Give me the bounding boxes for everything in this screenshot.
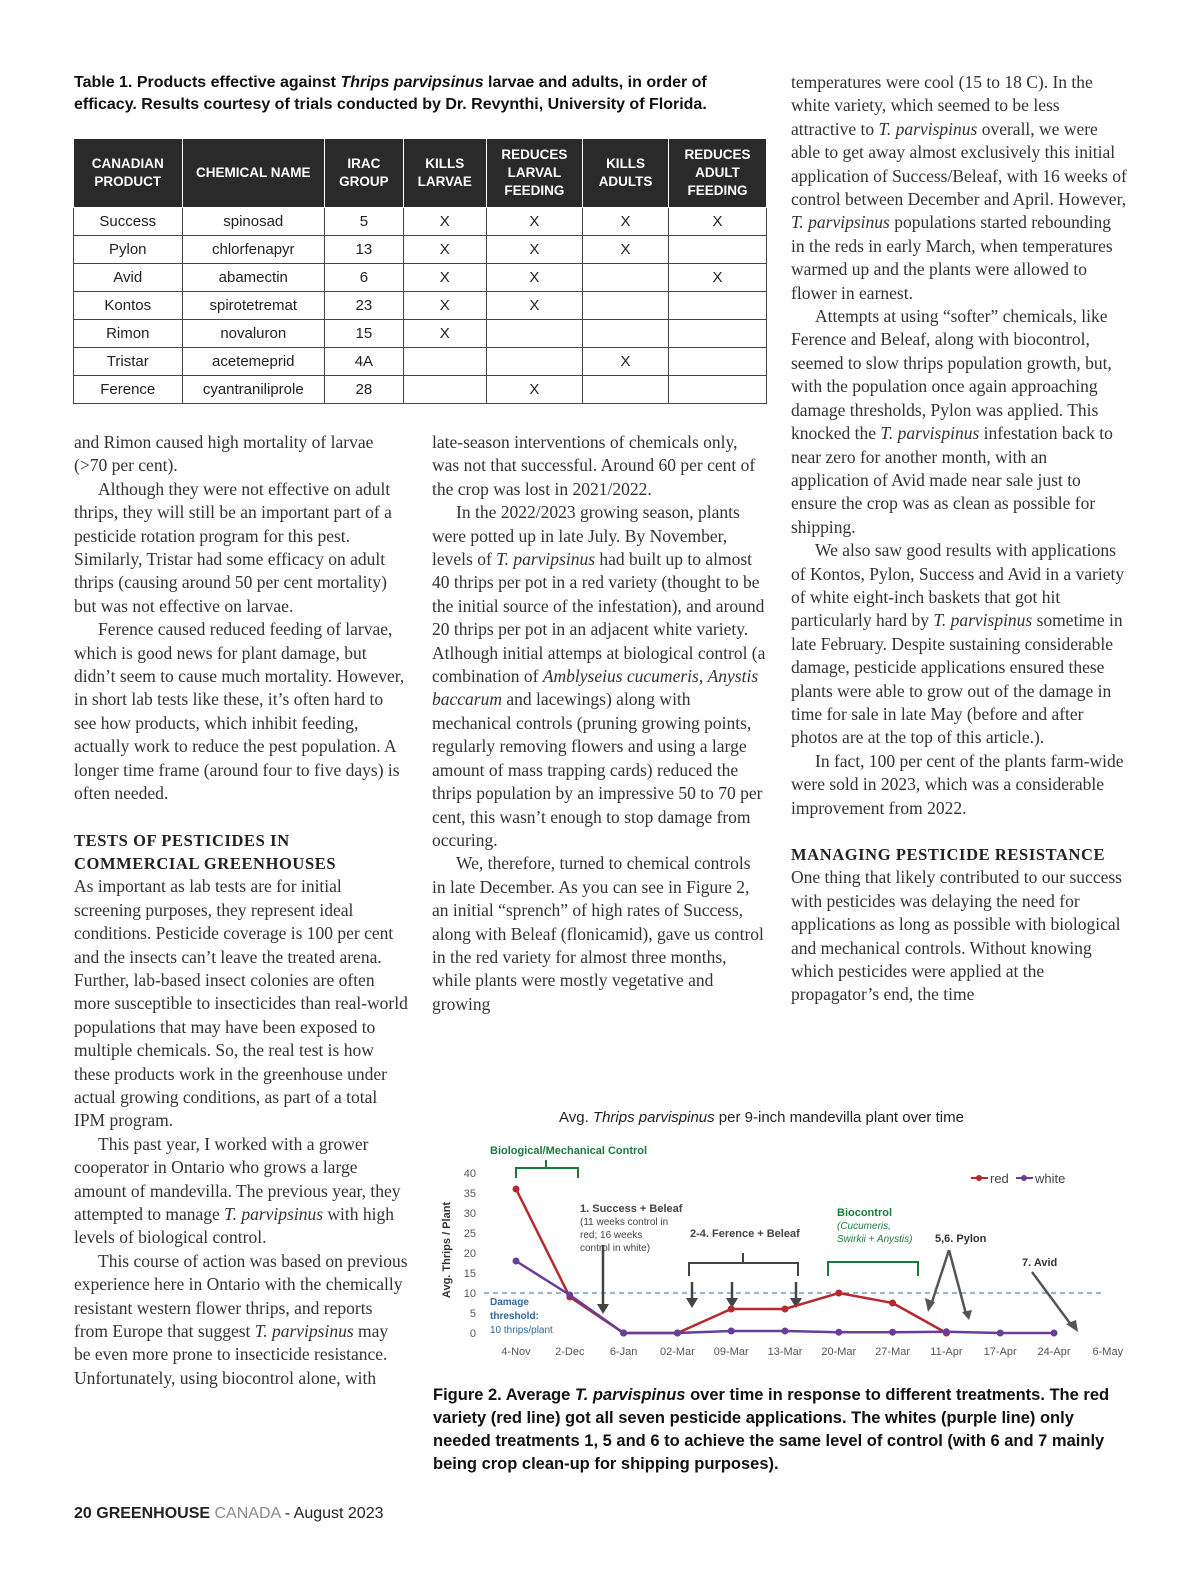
data-point-red	[835, 1290, 842, 1297]
data-point-red	[513, 1186, 520, 1193]
x-tick-label: 09-Mar	[713, 1346, 749, 1358]
paragraph: and Rimon caused high mortality of larvae (>70 per cent).	[74, 432, 374, 476]
y-tick-label: 30	[463, 1208, 476, 1220]
avid-arrow	[1032, 1272, 1072, 1326]
table-cell: X	[486, 376, 582, 404]
y-tick-label: 5	[469, 1308, 476, 1320]
table-cell: cyantraniliprole	[182, 376, 325, 404]
data-point-white	[1051, 1330, 1058, 1337]
x-tick-label: 02-Mar	[659, 1346, 695, 1358]
col-header: REDUCES LARVAL FEEDING	[486, 139, 582, 208]
page-footer	[74, 1505, 384, 1523]
table-row	[74, 208, 767, 236]
table-cell: 4A	[325, 348, 404, 376]
table-caption: Table 1. Products effective against Thrips parvipsinus larvae and adults, in order of efficacy. Results courtesy of trials conducted by Dr. Revynthi, University of Florida.	[74, 74, 707, 113]
table-row	[74, 236, 767, 264]
table-cell: Tristar	[74, 348, 183, 376]
table-cell: X	[583, 208, 669, 236]
table-cell	[403, 348, 486, 376]
data-point-red	[728, 1306, 735, 1313]
table-cell	[583, 292, 669, 320]
table-cell: X	[583, 348, 669, 376]
thrips-line-chart	[432, 1100, 1132, 1370]
x-tick-label: 27-Mar	[875, 1346, 911, 1358]
x-tick-label: 24-Apr	[1037, 1346, 1071, 1358]
table-cell	[669, 376, 767, 404]
series-line-white	[516, 1261, 1054, 1333]
table-cell	[583, 376, 669, 404]
col-header: CANADIAN PRODUCT	[74, 139, 183, 208]
annotation-pylon: 5,6. Pylon	[935, 1233, 987, 1245]
paragraph: We also saw good results with applications of Kontos, Pylon, Success and Avid in a variety of white eight-inch baskets that got hit particularly hard by T. parvispinus sometime in late February. Despite sustaining considerable damage, pesticide applications ensured these plants were able to grow out of the damage in time for sale in late May (before and after photos are at the top of this article.).	[791, 540, 1125, 748]
table-cell: novaluron	[182, 320, 325, 348]
table-row	[74, 376, 767, 404]
figure-caption: Figure 2. Average T. parvispinus over time in response to different treatments. The red variety (red line) got all seven pesticide applications. The whites (purple line) only needed treatments 1, 5 and 6 to achieve the same level of control (with 6 and 7 mainly being crop clean-up for shipping purposes).	[433, 1386, 1110, 1473]
table-cell: X	[486, 236, 582, 264]
article-column-2	[432, 431, 768, 1016]
col-header: KILLS LARVAE	[403, 139, 486, 208]
table-cell: X	[486, 292, 582, 320]
paragraph: Although they were not effective on adult thrips, they will still be an important part of a pesticide rotation program for this pest. Similarly, Tristar had some efficacy on adult thrips (causing around 50 per cent mortality) but was not effective on larvae.	[74, 478, 392, 616]
table-cell	[403, 376, 486, 404]
legend-red-marker	[976, 1175, 982, 1181]
col-header: CHEMICAL NAME	[182, 139, 325, 208]
table-cell: X	[486, 264, 582, 292]
data-point-red	[889, 1300, 896, 1307]
data-point-white	[943, 1328, 950, 1335]
table-cell: X	[486, 208, 582, 236]
legend-white-marker	[1021, 1175, 1027, 1181]
data-point-red	[782, 1306, 789, 1313]
x-tick-label: 6-Jan	[609, 1346, 638, 1358]
data-point-white	[513, 1258, 520, 1265]
paragraph: This course of action was based on previous experience here in Ontario with the chemically resistant western flower thrips, and reports from Europe that suggest T. parvipsinus may be even more prone to insecticide resistance. Unfortunately, using biocontrol alone, with	[74, 1250, 408, 1388]
table-cell: spirotetremat	[182, 292, 325, 320]
success-arrowhead	[597, 1304, 609, 1314]
table-cell: 23	[325, 292, 404, 320]
table-cell: chlorfenapyr	[182, 236, 325, 264]
threshold-label: Damage threshold: 10 thrips/plant	[490, 1297, 553, 1336]
y-tick-label: 10	[463, 1288, 476, 1300]
table-cell: 6	[325, 264, 404, 292]
table-cell	[583, 264, 669, 292]
paragraph: Ference caused reduced feeding of larvae, which is good news for plant damage, but didn’t seem to cause much mortality. However, in short lab tests like these, it’s often hard to see how products, which inhibit feeding, actually work to reduce the pest population. A longer time frame (around four to five days) is often needed.	[74, 619, 405, 804]
x-tick-label: 13-Mar	[767, 1346, 803, 1358]
paragraph: One thing that likely contributed to our success with pesticides was delaying the need for applications as long as possible with biological and mechanical controls. Without knowing which pesticides were applied at the propagator’s end, the time	[791, 867, 1122, 1005]
x-axis	[501, 1346, 1123, 1358]
table-cell: 28	[325, 376, 404, 404]
col-header: IRAC GROUP	[325, 139, 404, 208]
data-point-white	[782, 1328, 789, 1335]
data-point-white	[835, 1329, 842, 1336]
table-cell: acetemeprid	[182, 348, 325, 376]
paragraph: We, therefore, turned to chemical controls in late December. As you can see in Figure 2, an initial “sprench” of high rates of Success, along with Beleaf (flonicamid), gave us control in the red variety for almost three months, while plants were mostly vegetative and growing	[432, 853, 764, 1014]
y-tick-label: 40	[463, 1168, 476, 1180]
x-tick-label: 4-Nov	[501, 1346, 531, 1358]
x-tick-label: 17-Apr	[983, 1346, 1017, 1358]
paragraph: In fact, 100 per cent of the plants farm-wide were sold in 2023, which was a considerable improvement from 2022.	[791, 750, 1124, 818]
data-point-white	[728, 1328, 735, 1335]
table-cell	[486, 320, 582, 348]
annotation-ference: 2-4. Ference + Beleaf	[690, 1228, 800, 1240]
ference-bracket	[689, 1253, 798, 1276]
table-cell	[583, 320, 669, 348]
y-tick-label: 25	[463, 1228, 476, 1240]
table-cell: X	[403, 236, 486, 264]
pylon-arrows	[932, 1250, 966, 1314]
paragraph: This past year, I worked with a grower cooperator in Ontario who grows a large amount of mandevilla. The previous year, they attempted to manage T. parvipsinus with high levels of biological control.	[74, 1133, 401, 1248]
annotation-bio-control: Biological/Mechanical Control	[490, 1145, 648, 1157]
table-cell: X	[403, 208, 486, 236]
data-point-white	[674, 1330, 681, 1337]
article-column-1	[74, 431, 408, 1390]
table-row	[74, 348, 767, 376]
legend-red-label: red	[990, 1171, 1009, 1186]
table-cell	[669, 292, 767, 320]
table-cell: 5	[325, 208, 404, 236]
issue-date: - August 2023	[284, 1505, 384, 1522]
annotation-success: 1. Success + Beleaf (11 weeks control in red; 16 weeks control in white)	[580, 1203, 683, 1254]
table-cell	[669, 320, 767, 348]
x-tick-label: 6-May	[1092, 1346, 1124, 1358]
table-cell: X	[669, 208, 767, 236]
article-column-3	[791, 71, 1127, 1007]
table-cell: Pylon	[74, 236, 183, 264]
data-point-white	[620, 1330, 627, 1337]
data-point-white	[889, 1329, 896, 1336]
paragraph: In the 2022/2023 growing season, plants were potted up in late July. By November, levels of T. parvipsinus had built up to almost 40 thrips per pot in a red variety (thought to be the initial source of the infestation), and around 20 thrips per pot in an adjacent white variety. Atlhough initial attemps at biological control (a combination of Amblyseius cucumeris, Anystis baccarum and lacewings) along with mechanical controls (pruning growing points, regularly removing flowers and using a large amount of mass trapping cards) reduced the thrips population by an impressive 50 to 70 per cent, this wasn’t enough to stop damage from occuring.	[432, 502, 766, 850]
pylon-arrowhead-2	[962, 1310, 972, 1320]
table-cell: X	[669, 264, 767, 292]
data-point-white	[997, 1330, 1004, 1337]
y-axis-label: Avg. Thrips / Plant	[441, 1201, 453, 1299]
table-cell: Kontos	[74, 292, 183, 320]
col-header: REDUCES ADULT FEEDING	[669, 139, 767, 208]
col-header: KILLS ADULTS	[583, 139, 669, 208]
annotation-avid: 7. Avid	[1022, 1257, 1058, 1269]
data-point-white	[566, 1292, 573, 1299]
chart-legend	[971, 1171, 1065, 1186]
table-cell: X	[583, 236, 669, 264]
x-tick-label: 2-Dec	[555, 1346, 585, 1358]
ference-arrowhead-1	[686, 1298, 698, 1308]
bio-control-bracket	[516, 1160, 578, 1178]
y-tick-label: 0	[469, 1328, 476, 1340]
table-cell: Avid	[74, 264, 183, 292]
paragraph: Attempts at using “softer” chemicals, like Ference and Beleaf, along with biocontrol, seemed to slow thrips population growth, but, with the population once again approaching damage thresholds, Pylon was applied. This knocked the T. parvispinus infestation back to near zero for another month, with an application of Avid made near sale just to ensure the crop was as clean as possible for shipping.	[791, 306, 1113, 537]
chart-title: Avg. Thrips parvispinus per 9-inch mandevilla plant over time	[559, 1109, 964, 1126]
table-cell: X	[403, 292, 486, 320]
paragraph: temperatures were cool (15 to 18 C). In the white variety, which seemed to be less attractive to T. parvispinus overall, we were able to get away almost exclusively this initial application of Success/Beleaf, with 16 weeks of control between December and April. However, T. parvipsinus populations started rebounding in the reds in early March, when temperatures warmed up and the plants were allowed to flower in earnest.	[791, 72, 1127, 303]
y-tick-label: 20	[463, 1248, 476, 1260]
section-heading: TESTS OF PESTICIDES IN COMMERCIAL GREENHOUSES	[74, 830, 337, 873]
table-cell: Success	[74, 208, 183, 236]
table-cell	[669, 236, 767, 264]
table-cell: X	[403, 264, 486, 292]
table-cell: Ference	[74, 376, 183, 404]
paragraph: As important as lab tests are for initial screening purposes, they represent ideal conditions. Pesticide coverage is 100 per cent and the insects can’t leave the treated arena. Further, lab-based insect colonies are often more susceptible to insecticides than real-world populations that may have been exposed to multiple chemicals. So, the real test is how these products work in the greenhouse under actual growing conditions, as part of a total IPM program.	[74, 876, 408, 1131]
table-row	[74, 292, 767, 320]
table-cell: 13	[325, 236, 404, 264]
section-heading: MANAGING PESTICIDE RESISTANCE	[791, 845, 1106, 864]
y-tick-label: 35	[463, 1188, 476, 1200]
table-header-row	[74, 139, 767, 208]
table-row	[74, 320, 767, 348]
paragraph: late-season interventions of chemicals only, was not that successful. Around 60 per cent of the crop was lost in 2021/2022.	[432, 432, 756, 499]
table-cell	[669, 348, 767, 376]
legend-white-label: white	[1035, 1171, 1066, 1186]
biocontrol-bracket	[828, 1262, 918, 1276]
annotation-biocontrol: Biocontrol (Cucumeris, Swirkii + Anystis)	[837, 1207, 913, 1245]
y-axis	[464, 1168, 476, 1340]
x-tick-label: 20-Mar	[821, 1346, 857, 1358]
table-cell: X	[403, 320, 486, 348]
page-number: 20	[74, 1505, 92, 1522]
table-cell: abamectin	[182, 264, 325, 292]
brand-greenhouse: GREENHOUSE	[96, 1505, 211, 1522]
table-cell: 15	[325, 320, 404, 348]
x-tick-label: 11-Apr	[930, 1346, 963, 1358]
y-tick-label: 15	[463, 1268, 476, 1280]
brand-canada: CANADA	[214, 1505, 281, 1522]
table-cell: Rimon	[74, 320, 183, 348]
table-row	[74, 264, 767, 292]
table-cell	[486, 348, 582, 376]
products-table	[73, 138, 767, 404]
table-cell: spinosad	[182, 208, 325, 236]
